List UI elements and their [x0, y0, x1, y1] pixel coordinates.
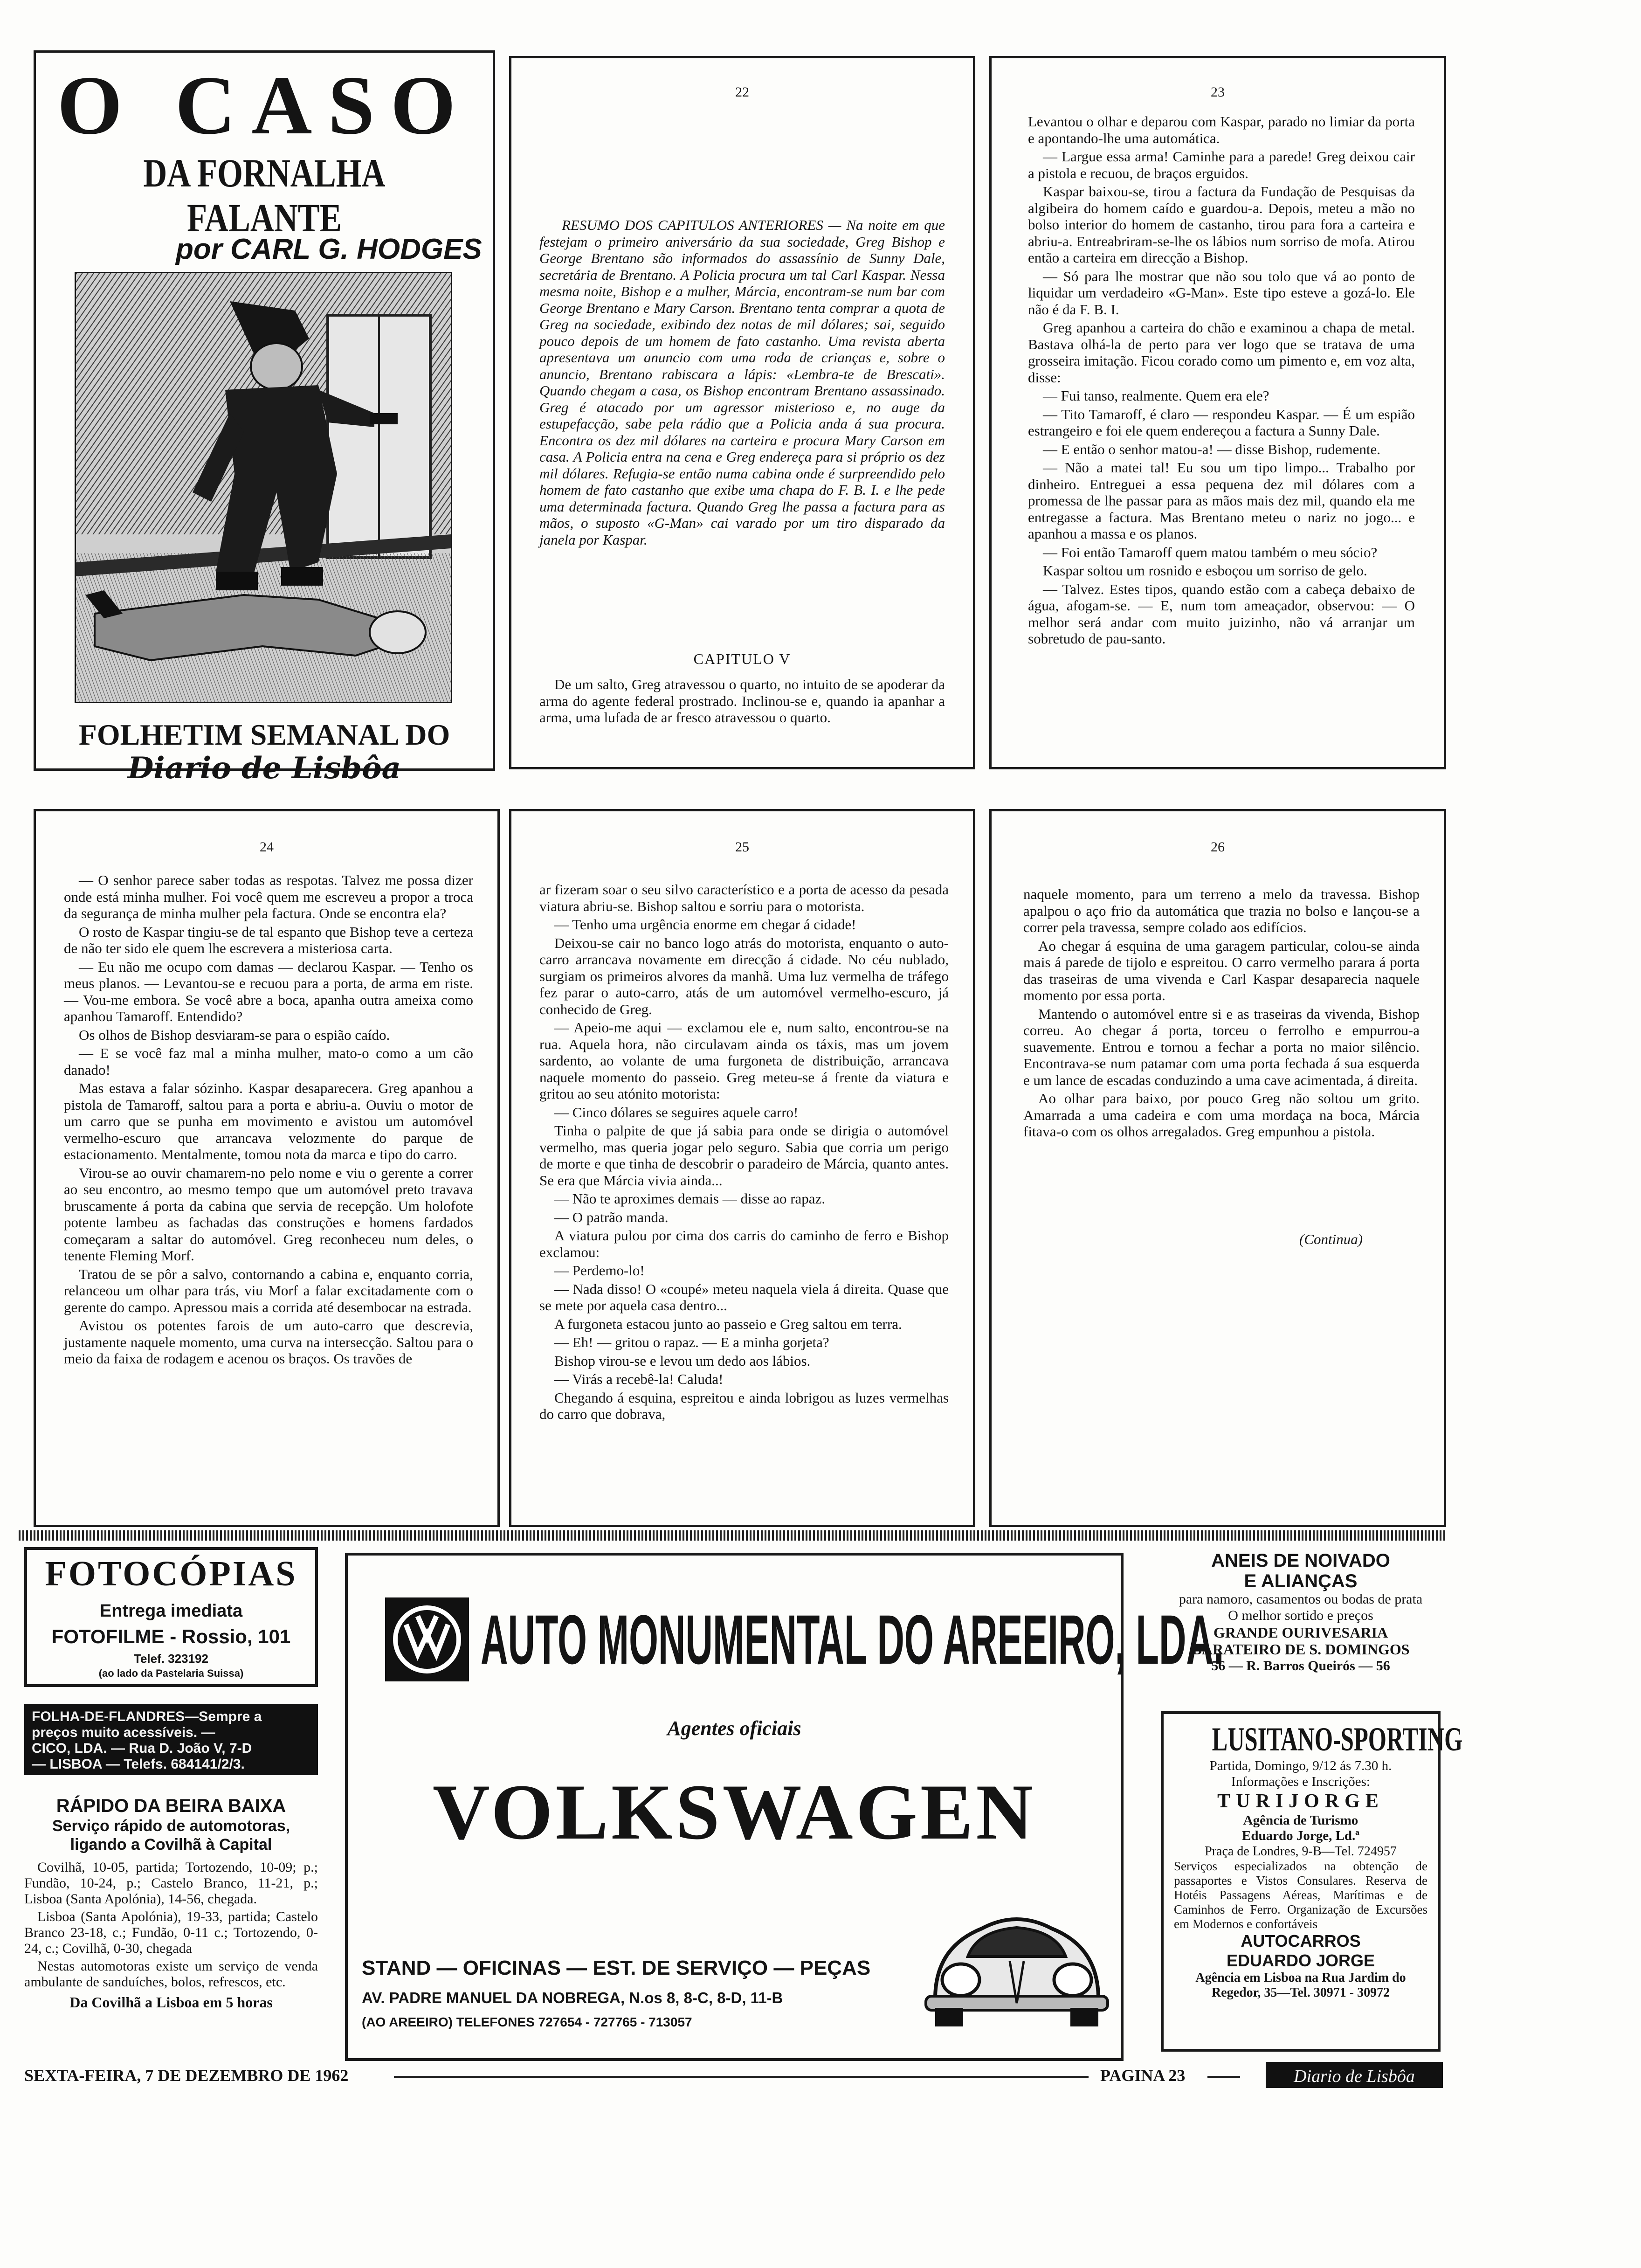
folhetim-label: FOLHETIM SEMANAL DO [78, 718, 450, 751]
services-line: STAND — OFICINAS — EST. DE SERVIÇO — PEÇAS [362, 1957, 871, 1979]
rapido-subtitle: Serviço rápido de automotoras, ligando a Covilhã à Capital [52, 1817, 290, 1853]
text-paragraph: naquele momento, para um terreno a melo da travessa. Bishop apalpou o aço frio da automática que trazia no bolso e lançou-se a correr pela travessa, sempre colado aos edifícios. [1023, 886, 1420, 935]
phones-line: (AO AREEIRO) TELEFONES 727654 - 727765 - 713057 [362, 2015, 692, 2029]
lusitano-line4: Eduardo Jorge, Ld.ª [1241, 1828, 1359, 1843]
page-25-text [539, 881, 949, 1520]
vw-logo-icon [385, 1597, 469, 1681]
page-22-text [539, 676, 945, 746]
text-paragraph: — Não a matei tal! Eu sou um tipo limpo... Trabalho por dinheiro. Entreguei a essa pequena dez mil dólares com a promessa de lhe passar para as mãos mais dez mil, quando ela me entregasse a factura. Mas Brentano meteu o nariz no jogo... e apanhou a massa e os planos. [1028, 459, 1415, 542]
page-number-26: 26 [1211, 839, 1225, 855]
illustration-svg [76, 273, 451, 702]
flandres-line1: FOLHA-DE-FLANDRES—Sempre a preços muito acessíveis. — [32, 1709, 262, 1740]
text-paragraph: ar fizeram soar o seu silvo característico e a porta de acesso da pesada viatura abriu-se. Bishop saltou e sorriu para o motorista. [539, 881, 949, 914]
flandres-line2: CICO, LDA. — Rua D. João V, 7-D [32, 1741, 252, 1756]
page-number-23: 23 [1211, 84, 1225, 100]
text-paragraph: Os olhos de Bishop desviaram-se para o espião caído. [79, 1026, 390, 1043]
page-number-22: 22 [735, 84, 749, 100]
aneis-line3: GRANDE OURIVESARIA [1213, 1624, 1388, 1641]
rapido-title: RÁPIDO DA BEIRA BAIXA [56, 1796, 286, 1816]
chapter-summary [539, 217, 945, 608]
text-paragraph: — Cinco dólares se seguires aquele carro! [554, 1104, 799, 1120]
ad-lusitano [1161, 1711, 1463, 2052]
page-26-panel [989, 809, 1446, 1527]
text-paragraph: Tratou de se pôr a salvo, contornando a cabina e, enquanto corria, relanceou um olhar para trás, viu Morf a falar excitadamente com o gerente do campo. Apressou mais a corrida até desembocar na estrada. [64, 1265, 473, 1315]
lusitano-line6: Serviços especializados na obtenção de passaportes e Vistos Consulares. Reserva de Hotéis Passagens Aéreas, Marítimas e de Caminhos de Ferro. Organização de Excursões em Modernos e confortáveis [1174, 1859, 1427, 1931]
ad-volkswagen [345, 1553, 1224, 2061]
agentes-label: Agentes oficiais [667, 1717, 801, 1740]
lusitano-line3: Agência de Turismo [1243, 1813, 1358, 1828]
text-paragraph: — Largue essa arma! Caminhe para a parede! Greg deixou cair a pistola e recuou, de braços erguidos. [1028, 148, 1415, 181]
continua-label: (Continua) [1299, 1231, 1363, 1247]
fotocopias-phone: Telef. 323192 [134, 1652, 208, 1666]
page-25-panel [509, 809, 975, 1527]
brand-name: VOLKSWAGEN [432, 1768, 1036, 1856]
page-22-panel [509, 56, 975, 769]
turijorge-brand: TURIJORGE [1217, 1791, 1384, 1812]
footer-rule-left [394, 2076, 1089, 2078]
text-paragraph: — E então o senhor matou-a! — disse Bishop, rudemente. [1043, 441, 1381, 457]
text-paragraph: Ao olhar para baixo, por pouco Greg não soltou um grito. Amarrada a uma cadeira e com uma mordaça na boca, Márcia fitava-o com os olhos arregalados. Greg empunhou a pistola. [1023, 1090, 1420, 1140]
text-paragraph: Bishop virou-se e levou um dedo aos lábios. [554, 1352, 811, 1369]
cover-title-line2: DA FORNALHA FALANTE [143, 151, 386, 240]
ad-rapido [24, 1795, 318, 2061]
text-paragraph: — Virás a recebê-la! Caluda! [554, 1371, 724, 1387]
text-paragraph: Greg apanhou a carteira do chão e examinou a chapa de metal. Bastava olhá-la de perto para ver logo que se tratava de uma grosseira imitação. Ficou corado como um pimento e, em voz alta, disse: [1028, 319, 1415, 386]
address-line: AV. PADRE MANUEL DA NOBREGA, N.os 8, 8-C, 8-D, 11-B [362, 1989, 783, 2006]
flandres-line3: — LISBOA — Telefs. 684141/2/3. [32, 1756, 245, 1772]
lusitano-title2: AUTOCARROS [1241, 1931, 1361, 1950]
page-number-24: 24 [260, 839, 274, 855]
rapido-services: Nestas automotoras existe um serviço de venda ambulante de sanduíches, bolos, refrescos, etc. [24, 1958, 318, 1990]
fotocopias-address: (ao lado da Pastelaria Suissa) [98, 1667, 244, 1679]
fotocopias-line2: FOTOFILME - Rossio, 101 [51, 1625, 291, 1647]
text-paragraph: Ao chegar á esquina de uma garagem particular, colou-se ainda mais á parede de tijolo e espreitou. O carro vermelho parara á porta das traseiras de uma vivenda e Carl Kaspar desaparecia naquele momento por essa porta. [1023, 937, 1420, 1003]
summary-paragraph: RESUMO DOS CAPITULOS ANTERIORES — Na noite em que festejam o primeiro aniversário da sua sociedade, Greg Bishop e George Brentano são informados do assassínio de Sunny Dale, secretária de Brentano. A Policia procura um tal Carl Kaspar. Nessa mesma noite, Bishop e a mulher, Márcia, encontram-se num bar com George Brentano e Mary Carson. Brentano tenta comprar a quota de Greg na sociedade, exibindo dez notas de mil dólares; sai, seguido pouco depois de um homem de fato castanho. Uma revista aberta apresentava um anuncio com uma roda de crianças e, sobre o anuncio, Brentano rabiscara a lápis: «Lembra-te de Brescati». Quando chegam a casa, os Bishop encontram Brentano assassinado. Greg é atacado por um agressor misterioso e, no auge da estupefacção, sabe pela rádio que a Policia anda á sua procura. Encontra os dez mil dólares na carteira e procura Mary Carson em casa. A Policia entra na cena e Greg endereça para si próprio os dez mil dólares. Refugia-se então numa cabina onde é surpreendido pelo homem de fato castanho que exibe uma chapa do F. B. I. e lhe pede uma determinada factura. Quando Greg lhe passa a factura para as mãos, o suposto «G-Man» cai varado por um tiro disparado da janela por Kaspar. [539, 217, 945, 548]
text-paragraph: A furgoneta estacou junto ao passeio e Greg saltou em terra. [554, 1315, 902, 1332]
lusitano-line2: Informações e Inscrições: [1231, 1774, 1370, 1789]
lusitano-title: LUSITANO-SPORTING [1212, 1721, 1463, 1758]
aneis-line2: O melhor sortido e preços [1228, 1608, 1373, 1623]
text-paragraph: — Não te aproximes demais — disse ao rapaz. [554, 1190, 826, 1207]
text-paragraph: — Nada disso! O «coupé» meteu naquela viela á direita. Quase que se mete por aquela casa dentro... [539, 1280, 949, 1314]
text-paragraph: Kaspar baixou-se, tirou a factura da Fundação de Pesquisas da algibeira do homem caído e guardou-a. Depois, meteu a mão no bolso interior do homem de castanho, tirou para fora a carteira e abriu-a. Entreabriram-se-lhe os lábios num sorriso de mofa. Atirou então a carteira em direcção a Bishop. [1028, 183, 1415, 266]
text-paragraph: Deixou-se cair no banco logo atrás do motorista, enquanto o auto-carro arrancava novamente em direcção á cidade. No céu nublado, surgiam os primeiros alvores da manhã. Uma luz vermelha de tráfego fez parar o auto-carro, atás de um automóvel vermelho-escuro, já conhecido de Greg. [539, 934, 949, 1017]
vw-logo-box [385, 1597, 469, 1681]
chapter-heading: CAPITULO V [693, 650, 791, 667]
cover-panel [34, 50, 495, 786]
text-paragraph: — Perdemo-lo! [554, 1262, 645, 1279]
text-paragraph: — O senhor parece saber todas as respotas. Talvez me possa dizer onde está minha mulher. Foi você quem me escreveu a propor a troca da segurança de minha mulher pela factura. Onde se encontra ela? [64, 872, 473, 921]
fotocopias-line1: Entrega imediata [99, 1601, 243, 1621]
page-24-text [64, 872, 473, 1520]
page-26-text [1023, 886, 1420, 1222]
aneis-title2: E ALIANÇAS [1244, 1571, 1358, 1591]
text-paragraph: — Eu não me ocupo com damas — declarou Kaspar. — Tenho os meus planos. — Levantou-se e recuou para a porta, de arma em riste. — Vou-me embora. Se você abre a boca, apanha outra ameixa como apanhou Tamaroff. Entendido? [64, 958, 473, 1024]
dealer-name: AUTO MONUMENTAL DO AREEIRO, LDA. [481, 1600, 1224, 1679]
lusitano-line5: Praça de Londres, 9-B—Tel. 724957 [1205, 1844, 1397, 1859]
page-23-panel [989, 56, 1446, 769]
page-24-panel [34, 809, 500, 1527]
lusitano-title3: EDUARDO JORGE [1226, 1951, 1375, 1970]
cover-title-line1: O CASO [57, 59, 472, 152]
text-paragraph: Tinha o palpite de que já sabia para onde se dirigia o automóvel vermelho, mas queria jogar pelo seguro. Sabia que corria um perigo de morte e que tinha de descobrir o paradeiro de Márcia, quanto antes. Se era que Márcia vivia ainda... [539, 1122, 949, 1189]
text-paragraph: Avistou os potentes farois de um auto-carro que descrevia, justamente naquele momento, uma curva na intersecção. Saltou para o meio da faixa de rodagem e acenou os braços. Os travões de [64, 1317, 473, 1367]
footer-logo: Diario de Lisbôa [1266, 2062, 1443, 2088]
text-paragraph: A viatura pulou por cima dos carris do caminho de ferro e Bishop exclamou: [539, 1227, 949, 1260]
cover-author: por CARL G. HODGES [176, 233, 482, 265]
text-paragraph: De um salto, Greg atravessou o quarto, no intuito de se apoderar da arma do agente federal prostrado. Inclinou-se e, quando ia apanhar a arma, uma lufada de ar fresco atravessou o quarto. [539, 676, 945, 726]
lusitano-line1: Partida, Domingo, 9/12 ás 7.30 h. [1209, 1758, 1392, 1773]
text-paragraph: Kaspar soltou um rosnido e esboçou um sorriso de gelo. [1043, 562, 1367, 579]
rapido-footer: Da Covilhã a Lisboa em 5 horas [69, 1994, 273, 2011]
ad-fotocopias [24, 1547, 318, 1687]
aneis-title1: ANEIS DE NOIVADO [1211, 1550, 1390, 1571]
text-paragraph: — E se você faz mal a minha mulher, mato-o como a um cão danado! [64, 1045, 473, 1078]
section-separator [19, 1530, 1445, 1541]
page-23-text [1028, 113, 1415, 766]
cover-illustration [75, 272, 452, 703]
ad-flandres [24, 1704, 318, 1775]
text-paragraph: — Fui tanso, realmente. Quem era ele? [1043, 387, 1269, 404]
text-paragraph: Levantou o olhar e deparou com Kaspar, parado no limiar da porta e apontando-lhe uma automática. [1028, 113, 1415, 146]
ad-aneis [1151, 1550, 1450, 1690]
rapido-inbound: Lisboa (Santa Apolónia), 19-33, partida; Castelo Branco 23-18, c.; Fundão, 0-11 c.; Tortozendo, 0-24, c.; Covilhã, 0-30, chegada [24, 1909, 318, 1956]
text-paragraph: — Talvez. Estes tipos, quando estão com a cabeça debaixo de água, afogam-se. — E, num tom ameaçador, observou: — O melhor será andar com muito juizinho, não vá arranjar um sobretudo de pau-santo. [1028, 581, 1415, 647]
fotocopias-title: FOTOCÓPIAS [45, 1554, 297, 1593]
text-paragraph: Mantendo o automóvel entre si e as traseiras da vivenda, Bishop correu. Ao chegar á porta, torceu o ferrolho e empurrou-a suavemente. Entrou e tornou a fechar a porta no maior silêncio. Encontrava-se num patamar com uma porta fechada á sua esquerda e um lance de escadas conduzindo a uma cave acimentada, á direita. [1023, 1005, 1420, 1088]
text-paragraph: O rosto de Kaspar tingiu-se de tal espanto que Bishop teve a certeza de não ter sido ele quem lhe escrevera a misteriosa carta. [64, 923, 473, 956]
text-paragraph: Chegando á esquina, espreitou e ainda lobrigou as luzes vermelhas do carro que dobrava, [539, 1389, 949, 1422]
text-paragraph: — Eh! — gritou o rapaz. — E a minha gorjeta? [554, 1334, 829, 1350]
text-paragraph: — Apeio-me aqui — exclamou ele e, num salto, encontrou-se na rua. Aquela hora, não circulavam ainda os táxis, mas um jovem sardento, ao volante de uma furgoneta de distribuição, arrancava naquele momento do passeio. Greg meteu-se á frente da viatura e gritou ao seu atónito motorista: [539, 1019, 949, 1102]
text-paragraph: — Só para lhe mostrar que não sou tolo que vá ao ponto de liquidar um verdadeiro «G-Man». Este tipo esteve a gozá-lo. Ele não é da F. B. I. [1028, 268, 1415, 318]
footer-date: SEXTA-FEIRA, 7 DE DEZEMBRO DE 1962 [24, 2066, 349, 2085]
text-paragraph: — O patrão manda. [554, 1209, 669, 1225]
text-paragraph: — Tenho uma urgência enorme em chegar á cidade! [554, 916, 856, 933]
text-paragraph: Mas estava a falar sózinho. Kaspar desaparecera. Greg apanhou a pistola de Tamaroff, saltou para a porta e abriu-a. Ouviu o motor de um carro que se punha em movimento e avistou um automóvel vermelho-escuro que arrancava velozmente do parque de estacionamento. Mentalmente, tomou nota da marca e tipo do carro. [64, 1080, 473, 1162]
lusitano-line7: Agência em Lisboa na Rua Jardim do Regedor, 35—Tel. 30971 - 30972 [1195, 1971, 1406, 2000]
footer-page-number: PAGINA 23 [1100, 2066, 1186, 2085]
aneis-line4: BARATEIRO DE S. DOMINGOS [1192, 1641, 1410, 1658]
beetle-car-icon [917, 1891, 1117, 2031]
text-paragraph: — Foi então Tamaroff quem matou também o meu sócio? [1043, 544, 1378, 560]
page-number-25: 25 [735, 839, 749, 855]
rapido-outbound: Covilhã, 10-05, partida; Tortozendo, 10-09; p.; Fundão, 10-24, p.; Castelo Branco, 11-21, p.; Lisboa (Santa Apolónia), 14-56, chegada. [24, 1860, 318, 1907]
text-paragraph: — Tito Tamaroff, é claro — respondeu Kaspar. — É um espião estrangeiro e foi ele quem endereçou a factura a Sunny Dale. [1028, 406, 1415, 439]
newspaper-name: Diario de Lisbôa [127, 751, 401, 786]
aneis-line5: 56 — R. Barros Queirós — 56 [1211, 1658, 1390, 1673]
aneis-line1: para namoro, casamentos ou bodas de prata [1179, 1591, 1423, 1607]
footer-rule-right [1207, 2076, 1240, 2078]
text-paragraph: Virou-se ao ouvir chamarem-no pelo nome e viu o gerente a correr ao seu encontro, ao mesmo tempo que um automóvel preto travava bruscamente á porta da cabina que servia de recepção. Um holofote potente lambeu as fachadas das construções e homens fardados começaram a saltar do automóvel. Greg reconheceu num deles, o tenente Fleming Morf. [64, 1164, 473, 1264]
